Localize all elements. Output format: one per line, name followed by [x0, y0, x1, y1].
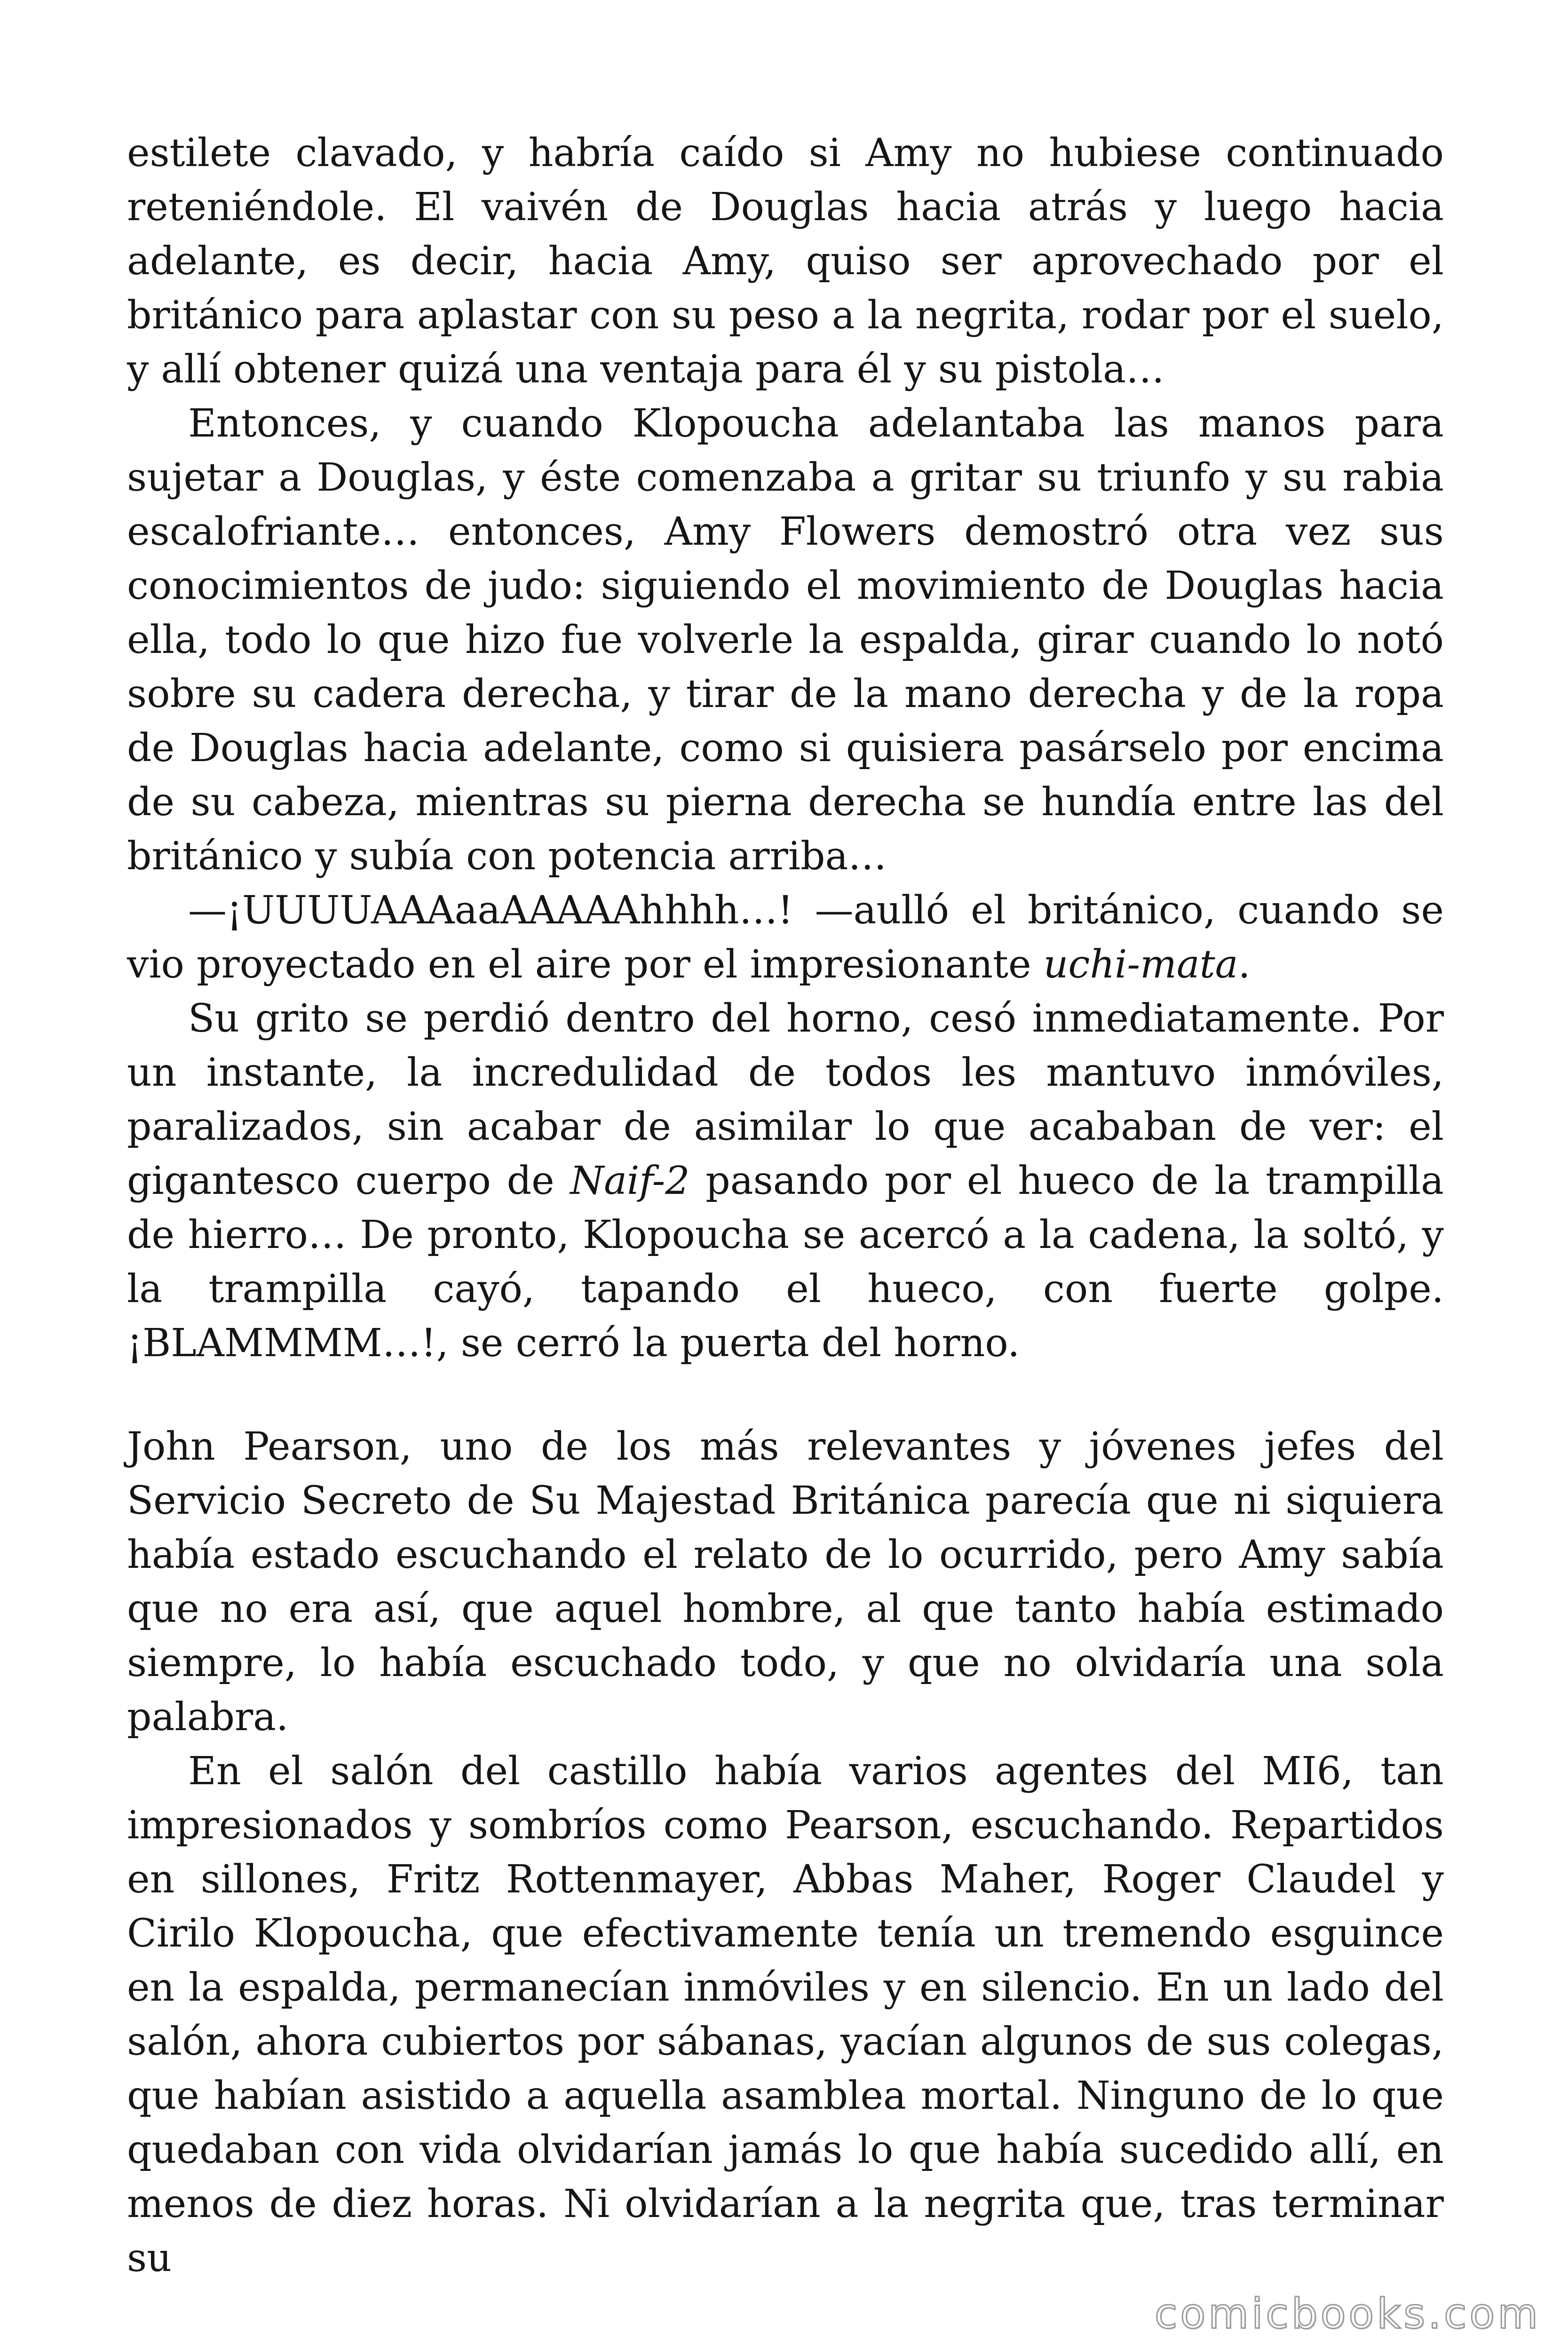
paragraph-end: .: [1238, 942, 1251, 987]
paragraph: [127, 992, 1444, 1370]
italic-term: uchi-mata: [1043, 942, 1238, 987]
paragraph: John Pearson, uno de los más relevantes y jóvenes jefes del Servicio Secreto de Su Majestad Británica parecía que ni siquiera había estado escuchando el relato de lo ocurrido, pero Amy sabía que no era así, que aquel hombre, al que tanto había estimado siempre, lo había escuchado todo, y que no olvidaría una sola palabra.: [127, 1424, 1444, 1740]
paragraph: Entonces, y cuando Klopoucha adelantaba las manos para sujetar a Douglas, y éste comenzaba a gritar su triunfo y su rabia escalofriante… entonces, Amy Flowers demostró otra vez sus conocimientos de judo: siguiendo el movimiento de Douglas hacia ella, todo lo que hizo fue volverle la espalda, girar cuando lo notó sobre su cadera derecha, y tirar de la mano derecha y de la ropa de Douglas hacia adelante, como si quisiera pasárselo por encima de su cabeza, mientras su pierna derecha se hundía entre las del británico y subía con potencia arriba…: [127, 401, 1444, 879]
paragraph: estilete clavado, y habría caído si Amy no hubiese continuado reteniéndole. El vaivén de Douglas hacia atrás y luego hacia adelante, es decir, hacia Amy, quiso ser aprovechado por el británico para aplastar con su peso a la negrita, rodar por el suelo, y allí obtener quizá una ventaja para él y su pistola…: [127, 131, 1444, 392]
text-section-2: [127, 1420, 1444, 2285]
watermark-logo: comicbooks.com: [1154, 2289, 1541, 2338]
paragraph-text: Su grito se perdió dentro del horno, cesó inmediatamente. Por un instante, la incredulidad de todos les mantuvo inmóviles, paralizados, sin acabar de asimilar lo que acababan de ver: el gigantesco cuerpo de: [127, 996, 1444, 1203]
paragraph-text: pasando por el hueco de la trampilla de hierro… De pronto, Klopoucha se acercó a la cadena, la soltó, y la trampilla cayó, tapando el hueco, con fuerte golpe. ¡BLAMMMM…!, se cerró la puerta del horno.: [127, 1159, 1444, 1366]
dialogue-text: —¡UUUUAAAaaAAAAAhhhh…! —aulló el británico, cuando se vio proyectado en el aire por el impresionante: [127, 888, 1444, 987]
italic-name: Naif-2: [570, 1159, 690, 1203]
text-section-1: [127, 126, 1444, 1370]
paragraph: En el salón del castillo había varios agentes del MI6, tan impresionados y sombríos como Pearson, escuchando. Repartidos en sillones, Fritz Rottenmayer, Abbas Maher, Roger Claudel y Cirilo Klopoucha, que efectivamente tenía un tremendo esguince en la espalda, permanecían inmóviles y en silencio. En un lado del salón, ahora cubiertos por sábanas, yacían algunos de sus colegas, que habían asistido a aquella asamblea mortal. Ninguno de lo que quedaban con vida olvidarían jamás lo que había sucedido allí, en menos de diez horas. Ni olvidarían a la negrita que, tras terminar su: [127, 1749, 1444, 2280]
dialogue-paragraph: [127, 883, 1444, 992]
